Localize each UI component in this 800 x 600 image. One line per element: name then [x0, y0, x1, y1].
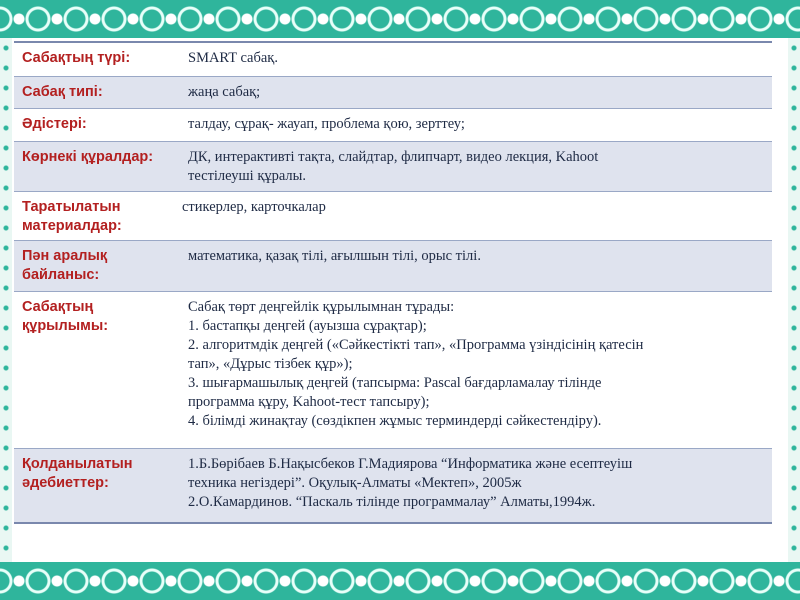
row-value: [180, 141, 772, 191]
value-line: 1.Б.Бөрібаев Б.Нақысбеков Г.Мадиярова “Информатика және есептеуіш: [188, 455, 633, 472]
table-row-structure: [14, 291, 772, 448]
table-row-lesson-kind: [14, 76, 772, 108]
table-row-methods: [14, 108, 772, 141]
row-value: [180, 191, 772, 240]
value-line: 2. алгоритмдік деңгей («Сәйкестікті тап», «Программа үзіндісінің қатесін: [188, 336, 644, 353]
value-line: 3. шығармашылық деңгей (тапсырма: Pascal бағдарламалау тілінде: [188, 374, 602, 391]
value-line: талдау, сұрақ- жауап, проблема қою, зерттеу;: [188, 115, 465, 132]
value-line: тап», «Дұрыс тізбек құр»);: [188, 355, 353, 372]
row-value: [180, 76, 772, 108]
table-row-handouts: [14, 191, 772, 240]
row-label: Пән аралық байланыс:: [14, 240, 180, 291]
top-ornament-border: [0, 0, 800, 38]
value-line: программа құру, Kahoot-тест тапсыру);: [188, 393, 430, 410]
row-label: Сабақ типі:: [14, 76, 180, 108]
value-line: 2.О.Камардинов. “Паскаль тілінде программалау” Алматы,1994ж.: [188, 493, 596, 510]
row-label: Сабақтың құрылымы:: [14, 291, 180, 448]
value-line: тестілеуші құралы.: [188, 167, 307, 184]
row-label: Таратылатын материалдар:: [14, 191, 180, 240]
row-label: Сабақтың түрі:: [14, 42, 180, 76]
table-row-lesson-type: [14, 42, 772, 76]
value-line: 1. бастапқы деңгей (ауызша сұрақтар);: [188, 317, 427, 334]
row-label: Әдістері:: [14, 108, 180, 141]
table-row-interdisciplinary: [14, 240, 772, 291]
row-label: Қолданылатын әдебиеттер:: [14, 448, 180, 523]
value-line: техника негіздері”. Оқулық-Алматы «Мектеп», 2005ж: [188, 474, 522, 491]
lesson-info-table: [14, 41, 772, 524]
value-line: 4. білімді жинақтау (сөздікпен жұмыс терминдерді сәйкестендіру).: [188, 412, 602, 429]
value-line: Сабақ төрт деңгейлік құрылымнан тұрады:: [188, 298, 455, 315]
table-row-visual-aids: [14, 141, 772, 191]
bottom-ornament-border: [0, 562, 800, 600]
left-ornament-border: [0, 38, 12, 562]
value-line: стикерлер, карточкалар: [182, 198, 326, 215]
table-row-literature: [14, 448, 772, 523]
value-line: математика, қазақ тілі, ағылшын тілі, орыс тілі.: [188, 247, 481, 264]
value-line: жаңа сабақ;: [188, 83, 261, 100]
row-value: [180, 448, 772, 523]
row-label: Көрнекі құралдар:: [14, 141, 180, 191]
value-line: SMART сабақ.: [188, 50, 278, 66]
value-line: ДК, интерактивті тақта, слайдтар, флипчарт, видео лекция, Kahoot: [188, 148, 599, 165]
row-value: [180, 240, 772, 291]
right-ornament-border: [788, 38, 800, 562]
row-value: [180, 108, 772, 141]
row-value: [180, 291, 772, 448]
row-value: [180, 42, 772, 76]
